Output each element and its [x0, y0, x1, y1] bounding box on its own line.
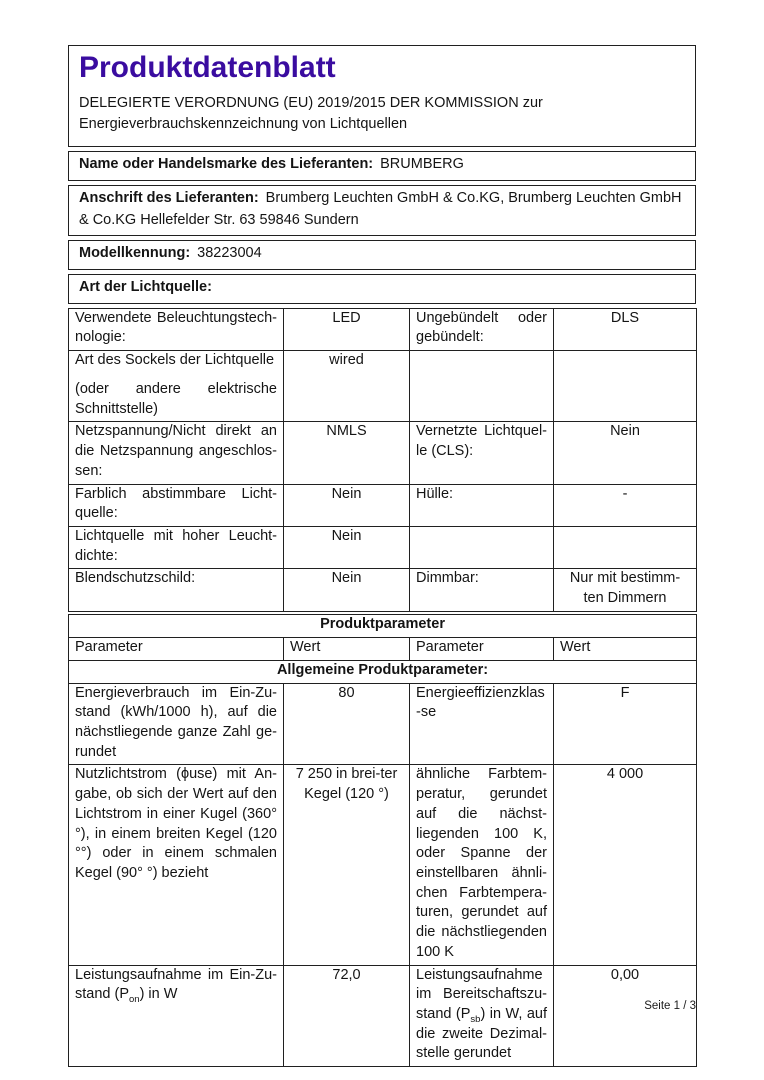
value-cell: Nein	[284, 484, 410, 526]
param-label-line: Art des Sockels der Lichtquelle	[75, 352, 275, 369]
general-parameters-header	[69, 660, 697, 683]
col-header-parameter-1: Parameter	[69, 638, 284, 661]
supplier-name-row	[68, 151, 696, 181]
param-label-segment: ) in W	[139, 986, 178, 1003]
table-row	[69, 683, 697, 765]
table-row	[69, 422, 697, 484]
param-label-cell	[69, 965, 284, 1067]
param-label-cell: Hülle:	[410, 484, 554, 526]
param-label-cell	[410, 965, 554, 1067]
page-footer: Seite 1 / 3	[644, 1000, 696, 1012]
subscript-on: on	[129, 994, 140, 1006]
param-label-segment: Leistungsaufnahme im Ein-Zu-stand (P	[75, 966, 277, 1003]
table-row	[69, 351, 697, 422]
value-cell	[554, 351, 697, 422]
table-row	[69, 526, 697, 568]
param-label-cell: Ungebündelt oder gebündelt:	[410, 308, 554, 350]
value-cell: Nein	[284, 569, 410, 612]
value-cell: F	[554, 683, 697, 765]
table-row	[69, 965, 697, 1067]
supplier-name-value: BRUMBERG	[380, 156, 464, 172]
subscript-sb: sb	[470, 1013, 481, 1025]
value-cell	[554, 526, 697, 568]
value-cell: DLS	[554, 308, 697, 350]
param-label-segment: ) in W, auf die zweite Dezimal-stelle gerundet	[416, 1006, 547, 1062]
value-cell: Nur mit bestimm-ten Dimmern	[554, 569, 697, 612]
value-cell: wired	[284, 351, 410, 422]
value-cell: Nein	[284, 526, 410, 568]
header-box	[68, 45, 696, 147]
param-label-cell	[410, 526, 554, 568]
product-parameters-header	[69, 615, 697, 638]
value-cell: 72,0	[284, 965, 410, 1067]
product-parameters-table	[68, 614, 697, 1067]
group-title-cell: Allgemeine Produktparameter:	[69, 660, 697, 683]
supplier-name-label: Name oder Handelsmarke des Lieferanten:	[79, 156, 374, 172]
table-row	[69, 569, 697, 612]
section-title-cell: Produktparameter	[69, 615, 697, 638]
supplier-address-row	[68, 185, 696, 237]
param-label-cell	[410, 351, 554, 422]
col-header-wert-2: Wert	[554, 638, 697, 661]
value-cell: LED	[284, 308, 410, 350]
supplier-address-value: Brumberg Leuchten GmbH & Co.KG, Brumberg Leuchten GmbH & Co.KG Hellefelder Str. 63 59846 Sundern	[79, 189, 682, 228]
table-row	[69, 484, 697, 526]
col-header-parameter-2: Parameter	[410, 638, 554, 661]
regulation-subtitle: DELEGIERTE VERORDNUNG (EU) 2019/2015 DER KOMMISSION zur Energieverbrauchskennzeichnung von Lichtquellen	[79, 94, 543, 133]
value-cell: 4 000	[554, 765, 697, 965]
model-id-label: Modellkennung:	[79, 245, 191, 262]
table-row	[69, 765, 697, 965]
model-id-value: 38223004	[197, 245, 262, 262]
value-cell: -	[554, 484, 697, 526]
column-header-row	[69, 638, 697, 661]
model-id-row	[68, 240, 696, 270]
value-cell: Nein	[554, 422, 697, 484]
param-label-cell: Energieverbrauch im Ein-Zu-stand (kWh/1000 h), auf die nächstliegende ganze Zahl ge-rundet	[69, 683, 284, 765]
table-row	[69, 308, 697, 350]
param-label-segment: Leistungsaufnahme im Bereitschaftszu-stand (P	[416, 966, 547, 1023]
param-label-cell: Lichtquelle mit hoher Leucht-dichte:	[69, 526, 284, 568]
param-label-cell: ähnliche Farbtem-peratur, gerundet auf die nächst-liegenden 100 K, oder Spanne der einstellbaren ähnli-chen Farbtempera-turen, gerundet auf die nächstliegenden 100 K	[410, 765, 554, 965]
param-label-cell: Farblich abstimmbare Licht-quelle:	[69, 484, 284, 526]
param-label-cell: Energieeffizienzklas-se	[410, 683, 554, 765]
light-source-table	[68, 308, 697, 613]
value-cell: NMLS	[284, 422, 410, 484]
light-source-type-label: Art der Lichtquelle:	[79, 279, 212, 295]
value-cell: 7 250 in brei-ter Kegel (120 °)	[284, 765, 410, 965]
param-label-cell: Netzspannung/Nicht direkt an die Netzspannung angeschlos-sen:	[69, 422, 284, 484]
page-title: Produktdatenblatt	[79, 51, 336, 84]
supplier-address-label: Anschrift des Lieferanten:	[79, 189, 259, 206]
param-label-cell: Vernetzte Lichtquel-le (CLS):	[410, 422, 554, 484]
param-label-cell: Nutzlichtstrom (ϕuse) mit An-gabe, ob sich der Wert auf den Lichtstrom in einer Kugel (360° °), in einem breiten Kegel (120 °°) oder in einem schmalen Kegel (90° °) bezieht	[69, 765, 284, 965]
light-source-type-heading	[68, 274, 696, 304]
param-label-cell: Dimmbar:	[410, 569, 554, 612]
param-label-cell	[69, 351, 284, 422]
value-cell: 80	[284, 683, 410, 765]
value-cell: 0,00	[554, 965, 697, 1067]
param-label-cell: Verwendete Beleuchtungstech-nologie:	[69, 308, 284, 350]
param-label-cell: Blendschutzschild:	[69, 569, 284, 612]
col-header-wert-1: Wert	[284, 638, 410, 661]
param-label-line: (oder andere elektrische Schnittstelle)	[75, 380, 277, 417]
